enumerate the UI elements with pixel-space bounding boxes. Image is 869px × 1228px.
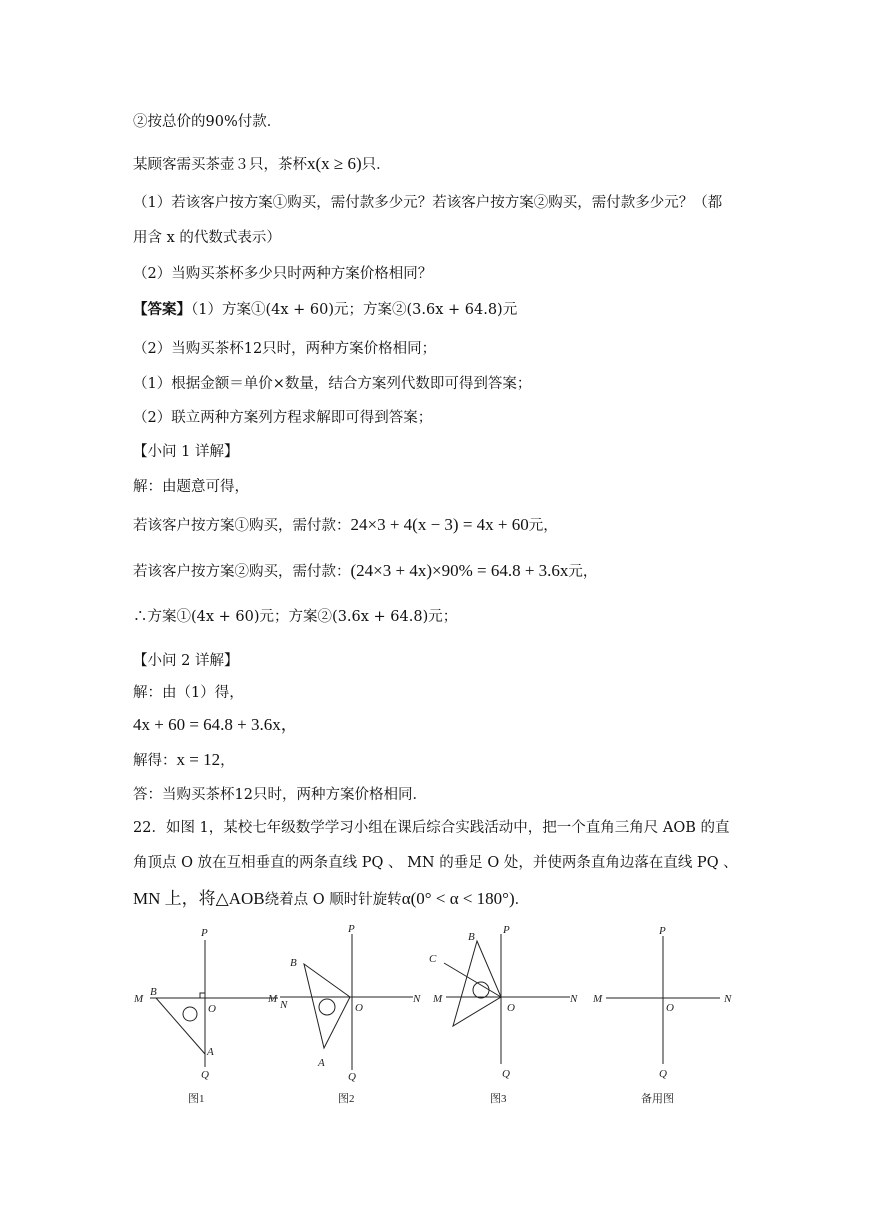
text-line-2-pre: 某顾客需买茶壶３只，茶杯: [133, 157, 307, 173]
problem-22-line-3-mid: 绕着点 O 顺时针旋转: [264, 892, 402, 908]
fig3-line-oc: [444, 963, 501, 997]
fig2-caption: 图2: [338, 1093, 355, 1105]
equation-line: 4x + 60 = 64.8 + 3.6x，: [133, 715, 298, 734]
formula-plan-1: 24×3 + 4(x − 3) = 4x + 60: [350, 515, 529, 534]
fig2-triangle: [304, 964, 350, 1048]
final-answer: 答：当购买茶杯12只时，两种方案价格相同．: [133, 787, 427, 803]
formula-alpha-range: α(0° < α < 180°): [401, 889, 515, 908]
fig1-triangle: [156, 998, 205, 1054]
fig1-label-q: Q: [201, 1069, 209, 1081]
fig1-label-o: O: [208, 1003, 216, 1015]
solution-plan-1-post: 元，: [528, 518, 558, 534]
subquestion-2-heading: 【小问 2 详解】: [133, 653, 239, 669]
fig2-label-p: P: [348, 923, 355, 935]
fig1-label-n: N: [280, 999, 288, 1011]
text-line-2: [133, 154, 753, 175]
fig2-label-a: A: [318, 1057, 325, 1069]
solve-line-post: ，: [220, 753, 235, 769]
fig1-label-p: P: [201, 927, 208, 939]
fig1-label-a: A: [207, 1046, 214, 1058]
fig3-label-m: M: [433, 993, 443, 1005]
fig4-caption: 备用图: [641, 1093, 674, 1105]
figures-row: [128, 922, 748, 1112]
analysis-2: （2）联立两种方案列方程求解即可得到答案；: [133, 410, 433, 426]
answer-text: （1）方案①(4x + 60)元；方案②(3.6x + 64.8)元: [191, 302, 518, 318]
solution-plan-1-pre: 若该客户按方案①购买，需付款：: [133, 518, 351, 534]
text-line-2-post: 只．: [361, 157, 391, 173]
fig3-label-q: Q: [502, 1068, 510, 1080]
solution-2-intro: 解：由（1）得，: [133, 685, 244, 701]
analysis-1: （1）根据金额＝单价×数量，结合方案列代数即可得到答案；: [133, 376, 532, 392]
fig2-label-m: M: [268, 993, 278, 1005]
answer-line: [133, 300, 753, 320]
solve-line-pre: 解得：: [133, 753, 177, 769]
fig3-label-p: P: [503, 924, 510, 936]
solution-plan-2-post: 元，: [568, 564, 598, 580]
fig4-label-q: Q: [659, 1068, 667, 1080]
fig2-label-o: O: [355, 1002, 363, 1014]
figure-2: [267, 923, 421, 1105]
fig3-circle: [473, 982, 489, 998]
triangle-aob-label: △AOB: [215, 889, 265, 908]
fig3-label-n: N: [570, 993, 578, 1005]
problem-22-line-3-end: ．: [514, 892, 530, 908]
solution-plan-1: [133, 515, 753, 536]
fig1-caption: 图1: [188, 1093, 205, 1105]
fig3-caption: 图3: [490, 1093, 507, 1105]
fig4-label-n: N: [724, 993, 732, 1005]
fig4-label-p: P: [659, 925, 666, 937]
answer-bracket: 【答案】: [133, 301, 191, 318]
solve-line: [133, 750, 753, 771]
subquestion-1-heading: 【小问 1 详解】: [133, 444, 239, 460]
fig2-label-n: N: [413, 993, 421, 1005]
formula-x-value: x = 12: [176, 750, 221, 769]
fig1-label-m: M: [134, 993, 144, 1005]
question-2: （2）当购买茶杯多少只时两种方案价格相同？: [133, 266, 433, 282]
solution-conclusion: ∴方案①(4x + 60)元；方案②(3.6x + 64.8)元；: [133, 609, 458, 625]
fig2-circle: [319, 999, 335, 1015]
fig3-label-b: B: [468, 931, 475, 943]
fig3-label-c: C: [429, 953, 437, 965]
text-line-1: ②按总价的90%付款．: [133, 114, 282, 130]
figure-1: [133, 927, 288, 1105]
problem-22-line-2: 角顶点 O 放在互相垂直的两条直线 PQ 、 MN 的垂足 O 处，并使两条直角边落在直线 PQ 、: [133, 855, 738, 871]
fig1-circle: [183, 1007, 197, 1021]
solution-intro: 解：由题意可得，: [133, 479, 249, 495]
question-1-line-1: （1）若该客户按方案①购买，需付款多少元？若该客户按方案②购买，需付款多少元？（都: [133, 195, 723, 211]
formula-plan-2: (24×3 + 4x)×90% = 64.8 + 3.6x: [350, 561, 569, 580]
fig2-label-q: Q: [348, 1071, 356, 1083]
question-1-line-2: 用含 x 的代数式表示）: [133, 230, 281, 246]
fig4-label-o: O: [666, 1002, 674, 1014]
problem-22-line-1: 22．如图 1，某校七年级数学学习小组在课后综合实践活动中，把一个直角三角尺 AOB 的直: [133, 820, 730, 836]
fig1-label-b: B: [150, 986, 157, 998]
formula-x-condition: x(x ≥ 6): [307, 154, 362, 173]
solution-plan-2-pre: 若该客户按方案②购买，需付款：: [133, 564, 351, 580]
figures-svg: [128, 922, 748, 1112]
figure-spare: [592, 925, 732, 1105]
fig3-label-o: O: [507, 1002, 515, 1014]
fig4-label-m: M: [593, 993, 603, 1005]
problem-22-line-3-pre: MN 上，将: [133, 889, 216, 908]
problem-22-line-3: [133, 889, 753, 910]
solution-plan-2: [133, 561, 753, 582]
fig2-label-b: B: [290, 957, 297, 969]
fig1-right-angle: [200, 993, 205, 998]
answer-line-2: （2）当购买茶杯12只时，两种方案价格相同；: [133, 341, 437, 357]
figure-3: [429, 924, 578, 1105]
